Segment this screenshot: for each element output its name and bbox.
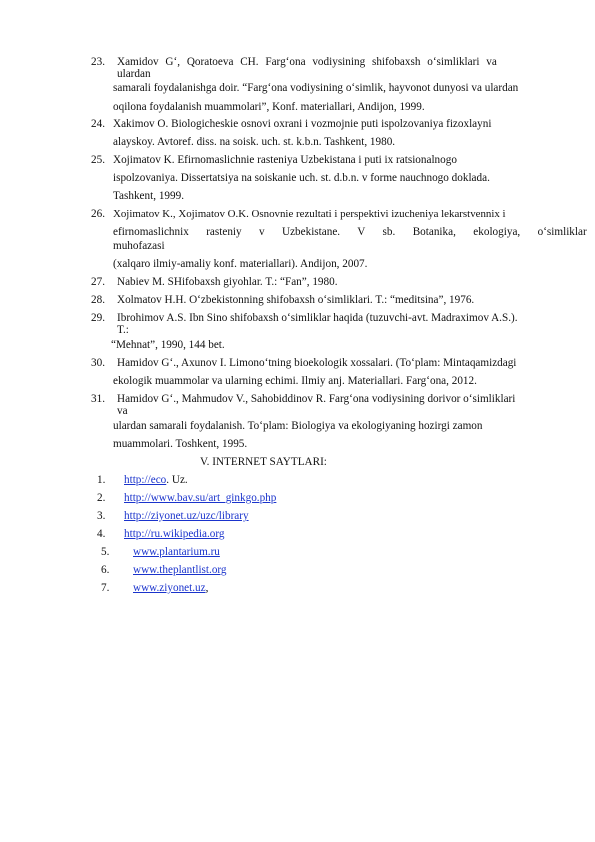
ref-line: oqilona foydalanish muammolari”, Konf. materiallari, Andijon, 1999. bbox=[113, 101, 425, 113]
site-link[interactable]: http://eco bbox=[124, 474, 167, 486]
ref-line: va bbox=[117, 405, 128, 417]
site-suffix: , bbox=[205, 582, 209, 594]
ref-line: alayskoy. Avtoref. diss. na soisk. uch. st. k.b.n. Tashkent, 1980. bbox=[113, 136, 396, 148]
ref-line: efirnomaslichnix rasteniy v Uzbekistane. V sb. Botanika, ekologiya, o‘simliklar bbox=[113, 226, 587, 238]
ref-line: Hamidov G‘., Axunov I. Limono‘tning bioekologik xossalari. (To‘plam: Mintaqamizdagi bbox=[117, 357, 517, 369]
ref-number: 25. bbox=[91, 154, 105, 166]
ref-line: Xolmatov H.H. O‘zbekistonning shifobaxsh o‘simliklari. T.: “meditsina”, 1976. bbox=[117, 294, 475, 306]
site-entry bbox=[124, 510, 249, 523]
ref-line: “Mehnat”, 1990, 144 bet. bbox=[111, 339, 225, 351]
ref-line: Hamidov G‘., Mahmudov V., Sahobiddinov R. Farg‘ona vodiysining dorivor o‘simliklari bbox=[117, 393, 516, 405]
ref-line: Xojimatov K., Xojimatov O.K. Osnovnie rezultati i perspektivi izucheniya lekarstvennix i bbox=[113, 208, 506, 220]
site-link[interactable]: www.ziyonet.uz bbox=[133, 582, 206, 594]
ref-line: Nabiev M. SHifobaxsh giyohlar. T.: “Fan”, 1980. bbox=[117, 276, 338, 288]
ref-number: 30. bbox=[91, 357, 105, 369]
ref-line: muhofazasi bbox=[113, 240, 165, 252]
ref-number: 27. bbox=[91, 276, 105, 288]
site-suffix: . Uz. bbox=[166, 474, 188, 486]
site-link[interactable]: http://www.bav.su/art_ginkgo.php bbox=[124, 492, 277, 504]
ref-number: 26. bbox=[91, 208, 105, 220]
ref-line bbox=[117, 56, 515, 69]
site-entry bbox=[124, 528, 224, 541]
site-number: 2. bbox=[97, 492, 106, 504]
site-entry bbox=[124, 474, 188, 487]
ref-line: Ibrohimov A.S. Ibn Sino shifobaxsh o‘simliklar haqida (tuzuvchi-avt. Madraximov A.S.). bbox=[117, 312, 518, 324]
site-entry bbox=[133, 582, 208, 595]
site-entry bbox=[124, 492, 276, 505]
site-number: 7. bbox=[101, 582, 110, 594]
ref-text: Xamidov G‘, Qoratoeva CH. Farg‘ona vodiysining shifobaxsh o‘simliklari va bbox=[117, 56, 497, 68]
ref-line: ekologik muammolar va ularning echimi. Ilmiy anj. Materiallari. Farg‘ona, 2012. bbox=[113, 375, 477, 387]
site-number: 5. bbox=[101, 546, 110, 558]
site-link[interactable]: http://ru.wikipedia.org bbox=[124, 528, 225, 540]
ref-line: ulardan bbox=[117, 68, 151, 80]
site-link[interactable]: www.theplantlist.org bbox=[133, 564, 227, 576]
ref-line: (xalqaro ilmiy-amaliy konf. materiallari). Andijon, 2007. bbox=[113, 258, 368, 270]
ref-number: 28. bbox=[91, 294, 105, 306]
ref-number: 31. bbox=[91, 393, 105, 405]
ref-line: Xakimov O. Biologicheskie osnovi oxrani i vozmojnie puti ispolzovaniya fizoxlayni bbox=[113, 118, 492, 130]
ref-line: Xojimatov K. Efirnomaslichnie rasteniya Uzbekistana i puti ix ratsionalnogo bbox=[113, 154, 457, 166]
site-number: 4. bbox=[97, 528, 106, 540]
site-entry bbox=[133, 564, 227, 577]
section-heading: V. INTERNET SAYTLARI: bbox=[200, 456, 327, 468]
ref-line: T.: bbox=[117, 324, 129, 336]
ref-number: 24. bbox=[91, 118, 105, 130]
ref-line: samarali foydalanishga doir. “Farg‘ona vodiysining o‘simlik, hayvonot dunyosi va ulardan bbox=[113, 82, 519, 94]
site-link[interactable]: http://ziyonet.uz/uzc/library bbox=[124, 510, 249, 522]
site-entry bbox=[133, 546, 220, 559]
ref-line: muammolari. Toshkent, 1995. bbox=[113, 438, 248, 450]
site-number: 3. bbox=[97, 510, 106, 522]
ref-line: ispolzovaniya. Dissertatsiya na soiskanie uch. st. d.b.n. v forme nauchnogo doklada. bbox=[113, 172, 490, 184]
ref-number: 23. bbox=[91, 56, 105, 68]
ref-line: Tashkent, 1999. bbox=[113, 190, 184, 202]
site-number: 1. bbox=[97, 474, 106, 486]
site-link[interactable]: www.plantarium.ru bbox=[133, 546, 220, 558]
site-number: 6. bbox=[101, 564, 110, 576]
ref-line: ulardan samarali foydalanish. To‘plam: Biologiya va ekologiyaning hozirgi zamon bbox=[113, 420, 483, 432]
ref-number: 29. bbox=[91, 312, 105, 324]
